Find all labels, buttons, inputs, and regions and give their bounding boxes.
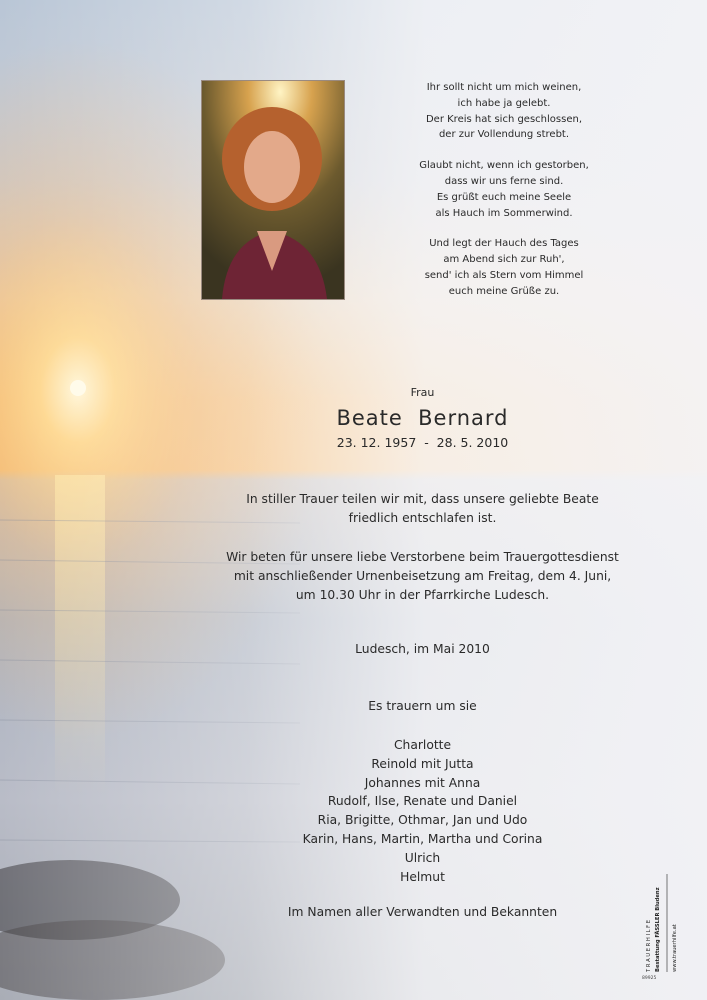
portrait-photo [201,80,345,300]
imprint-line2: Bestattung FÄSSLER Bludenz [655,887,661,972]
family-member: Charlotte [393,738,452,752]
poem-line: Der Kreis hat sich geschlossen, [425,113,582,125]
poem-line: ich habe ja gelebt. [457,97,551,109]
poem-stanza [395,80,613,143]
family-member: Reinold mit Jutta [371,756,474,771]
life-dates: 23. 12. 1957 - 28. 5. 2010 [336,435,509,450]
family-member: Rudolf, Ilse, Renate und Daniel [327,794,518,809]
death-announcement [200,490,645,528]
service-details [200,548,645,605]
imprint-line1: T R A U E R H I L F E [646,919,652,972]
family-member: Karin, Hans, Martin, Martha und Corina [302,831,543,846]
family-member: Ulrich [404,850,441,865]
honorific: Frau [410,386,435,399]
service-line: um 10.30 Uhr in der Pfarrkirche Ludesch. [295,588,550,602]
imprint-code: 89925 [642,976,657,980]
family-member: Helmut [400,869,445,884]
imprint-logo [640,872,686,980]
announcement-line: friedlich entschlafen ist. [348,511,497,525]
poem-line: am Abend sich zur Ruh', [443,254,565,266]
announcement-line: In stiller Trauer teilen wir mit, dass unsere geliebte Beate [246,492,599,506]
poem-line: Und legt der Hauch des Tages [429,238,579,250]
poem-line: Glaubt nicht, wenn ich gestorben, [419,160,589,172]
family-list [200,736,645,886]
poem-line: als Hauch im Sommerwind. [435,207,573,219]
poem-line: Ihr sollt nicht um mich weinen, [426,82,582,93]
imprint-line3: www.trauerhilfe.at [672,924,678,972]
place-date: Ludesch, im Mai 2010 [355,642,490,656]
poem-stanza [395,158,613,221]
closing-line: Im Namen aller Verwandten und Bekannten [287,905,558,919]
farewell-poem [395,80,613,315]
mourners-intro: Es trauern um sie [368,699,477,713]
poem-line: Es grüßt euch meine Seele [436,191,572,203]
family-member: Ria, Brigitte, Othmar, Jan und Udo [317,813,528,828]
service-line: Wir beten für unsere liebe Verstorbene beim Trauergottesdienst [226,550,619,564]
poem-stanza [395,236,613,299]
poem-line: send' ich als Stern vom Himmel [424,269,584,281]
poem-line: euch meine Grüße zu. [448,285,560,297]
deceased-name: Beate Bernard [336,406,509,430]
poem-line: der zur Vollendung strebt. [438,129,570,141]
service-line: mit anschließender Urnenbeisetzung am Freitag, dem 4. Juni, [233,569,612,583]
family-member: Johannes mit Anna [364,775,481,790]
poem-line: dass wir uns ferne sind. [444,175,564,187]
